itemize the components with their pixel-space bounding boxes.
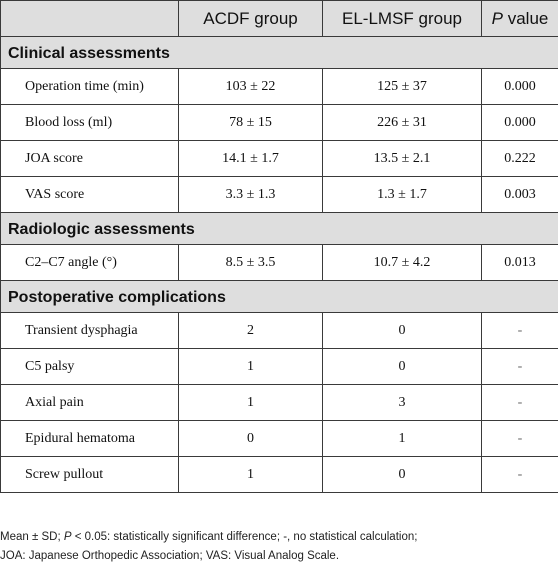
el-lmsf-value: 1.3 ± 1.7 (323, 177, 482, 213)
acdf-value: 1 (179, 385, 323, 421)
p-value: - (482, 421, 558, 457)
table-row (1, 313, 558, 349)
table-row (1, 385, 558, 421)
row-label: Transient dysphagia (1, 313, 179, 349)
el-lmsf-value: 125 ± 37 (323, 69, 482, 105)
footnote-p-symbol: P (63, 531, 72, 543)
section-title: Postoperative complications (1, 281, 558, 313)
row-label: Operation time (min) (1, 69, 179, 105)
section-radiologic-assessments (1, 213, 558, 245)
el-lmsf-value: 0 (323, 349, 482, 385)
row-label: C5 palsy (1, 349, 179, 385)
p-value: - (482, 349, 558, 385)
table-row (1, 105, 558, 141)
p-value: - (482, 313, 558, 349)
el-lmsf-value: 1 (323, 421, 482, 457)
footnote-line-1 (0, 528, 558, 547)
section-clinical-assessments (1, 37, 558, 69)
acdf-value: 103 ± 22 (179, 69, 323, 105)
el-lmsf-value: 13.5 ± 2.1 (323, 141, 482, 177)
p-value: 0.013 (482, 245, 558, 281)
footnote-line-2: JOA: Japanese Orthopedic Association; VAS: Visual Analog Scale. (0, 550, 340, 562)
acdf-value: 3.3 ± 1.3 (179, 177, 323, 213)
p-value: 0.000 (482, 105, 558, 141)
el-lmsf-value: 0 (323, 313, 482, 349)
header-row (1, 1, 558, 37)
acdf-value: 8.5 ± 3.5 (179, 245, 323, 281)
section-postoperative-complications (1, 281, 558, 313)
acdf-value: 0 (179, 421, 323, 457)
table-row (1, 421, 558, 457)
p-value: - (482, 457, 558, 493)
row-label: VAS score (1, 177, 179, 213)
footnote-mean-sd: Mean ± SD; (0, 531, 64, 543)
table-row (1, 245, 558, 281)
header-p-value (482, 1, 558, 37)
header-el-lmsf-group: EL-LMSF group (323, 1, 482, 37)
row-label: Epidural hematoma (1, 421, 179, 457)
p-value: 0.003 (482, 177, 558, 213)
section-title: Radiologic assessments (1, 213, 558, 245)
el-lmsf-value: 0 (323, 457, 482, 493)
p-value: 0.222 (482, 141, 558, 177)
p-symbol: P (491, 8, 503, 28)
acdf-value: 14.1 ± 1.7 (179, 141, 323, 177)
row-label: Blood loss (ml) (1, 105, 179, 141)
table-row (1, 69, 558, 105)
el-lmsf-value: 3 (323, 385, 482, 421)
acdf-value: 2 (179, 313, 323, 349)
table-row (1, 141, 558, 177)
row-label: Screw pullout (1, 457, 179, 493)
table-row (1, 349, 558, 385)
acdf-value: 1 (179, 349, 323, 385)
el-lmsf-value: 226 ± 31 (323, 105, 482, 141)
table-row (1, 177, 558, 213)
row-label: JOA score (1, 141, 179, 177)
p-value-word: value (507, 8, 549, 28)
footnote-significance: < 0.05: statistically significant difference; -, no statistical calculation; (71, 531, 418, 543)
p-value: - (482, 385, 558, 421)
acdf-value: 78 ± 15 (179, 105, 323, 141)
row-label: C2–C7 angle (°) (1, 245, 179, 281)
header-acdf-group: ACDF group (179, 1, 323, 37)
table-footnote (0, 528, 558, 566)
row-label: Axial pain (1, 385, 179, 421)
el-lmsf-value: 10.7 ± 4.2 (323, 245, 482, 281)
section-title: Clinical assessments (1, 37, 558, 69)
table-row (1, 457, 558, 493)
acdf-value: 1 (179, 457, 323, 493)
p-value: 0.000 (482, 69, 558, 105)
header-blank-cell (1, 1, 179, 37)
